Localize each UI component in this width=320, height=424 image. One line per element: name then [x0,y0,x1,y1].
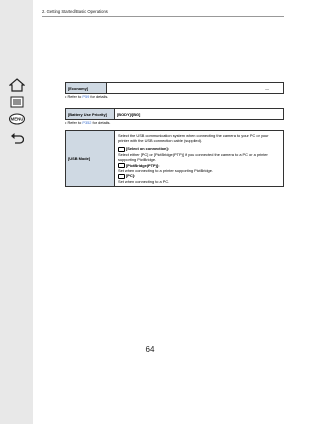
battery-page-link[interactable]: P352 [82,120,92,125]
battery-table [65,108,284,120]
battery-label: [Battery Use Priority] [66,109,115,120]
usb-mode-table [65,130,284,187]
usb-option-pc-title: [PC]: [126,173,136,179]
usb-mode-label: [USB Mode] [66,131,115,187]
usb-intro: Select the USB communication system when connecting the camera to your PC or your printer with the USB connection cable (supplied). [118,133,269,144]
contents-icon[interactable] [6,96,28,108]
economy-label: [Economy] [66,83,107,94]
usb-mode-description [115,131,284,187]
economy-note: • Refer to P59 for details. [65,94,109,99]
back-icon[interactable] [6,132,28,144]
side-navigation [0,0,33,424]
battery-value: [BODY]/[BG] [115,109,284,120]
usb-option-select-desc: Select either [PC] or [PictBridge(PTP)] if you connected the camera to a PC or a printer supporting PictBridge. [118,152,268,163]
usb-option-pictbridge-title: [PictBridge(PTP)]: [126,162,160,168]
menu-icon[interactable] [6,113,28,125]
home-icon[interactable] [6,78,28,92]
usb-option-pc-desc: Set when connecting to a PC. [118,179,170,185]
usb-option-pictbridge-desc: Set when connecting to a printer supporting PictBridge. [118,168,213,174]
header-divider [42,16,284,17]
usb-option-select-title: [Select on connection]: [126,146,170,152]
economy-value: — [107,83,284,94]
menu-label: MENU [10,116,24,122]
economy-page-link[interactable]: P59 [82,94,90,99]
chapter-title: 2. Getting Started/Basic Operations [42,9,108,14]
economy-table [65,82,284,94]
page-number: 64 [145,345,155,354]
battery-note: • Refer to P352 for details. [65,120,111,125]
